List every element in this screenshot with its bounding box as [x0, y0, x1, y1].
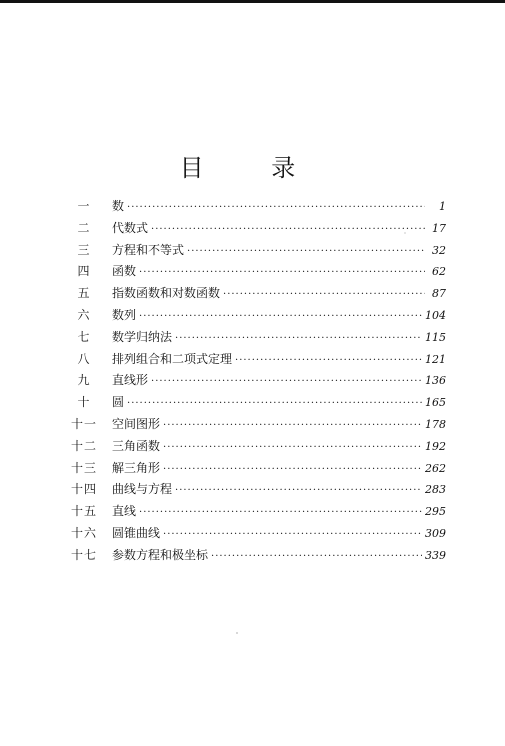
chapter-number: 三 — [77, 242, 91, 257]
dot-leader — [211, 545, 422, 567]
chapter-number: 四 — [77, 264, 91, 279]
dot-leader — [163, 458, 422, 480]
dot-leader — [175, 479, 422, 501]
page-number: 121 — [425, 352, 446, 366]
toc-entry[interactable] — [60, 240, 446, 262]
toc-entry[interactable] — [60, 545, 446, 567]
chapter-number: 八 — [77, 351, 91, 366]
page-number: 295 — [425, 505, 446, 519]
toc-entry[interactable] — [60, 305, 446, 327]
chapter-number: 一 — [77, 199, 91, 213]
page-number: 165 — [425, 396, 446, 410]
page-number: 87 — [432, 287, 446, 301]
toc-entry[interactable] — [60, 196, 446, 218]
toc-entry[interactable] — [60, 436, 446, 458]
toc-entry[interactable] — [60, 218, 446, 240]
chapter-title[interactable]: 参数方程和极坐标 — [112, 547, 209, 562]
chapter-number: 五 — [77, 286, 91, 301]
toc-entry[interactable] — [60, 370, 446, 392]
dot-leader — [175, 327, 422, 349]
toc-entry[interactable] — [60, 523, 446, 545]
chapter-number: 十五 — [70, 504, 97, 519]
chapter-number: 九 — [77, 373, 91, 388]
chapter-title[interactable]: 数学归纳法 — [112, 329, 173, 344]
dot-leader — [127, 392, 422, 414]
chapter-title[interactable]: 空间图形 — [112, 416, 161, 431]
chapter-number: 十六 — [70, 525, 97, 540]
page-number: 62 — [432, 265, 446, 279]
toc-entry[interactable] — [60, 501, 446, 523]
chapter-title[interactable]: 曲线与方程 — [112, 482, 173, 497]
chapter-title[interactable]: 函数 — [112, 264, 137, 279]
toc-entry[interactable] — [60, 479, 446, 501]
chapter-title[interactable]: 圆锥曲线 — [112, 525, 161, 540]
chapter-number: 七 — [77, 329, 91, 344]
toc-entry[interactable] — [60, 458, 446, 480]
chapter-number: 十三 — [70, 460, 97, 475]
toc-entry[interactable] — [60, 349, 446, 371]
chapter-number: 十七 — [70, 547, 97, 562]
dot-leader — [235, 349, 422, 371]
page-number: 115 — [425, 330, 446, 344]
dot-leader — [127, 196, 425, 218]
table-of-contents — [60, 196, 446, 567]
chapter-title[interactable]: 代数式 — [112, 220, 149, 235]
chapter-title[interactable]: 圆 — [112, 395, 125, 410]
page-number: 17 — [432, 221, 446, 235]
toc-entry[interactable] — [60, 392, 446, 414]
chapter-number: 十四 — [70, 482, 97, 497]
dot-leader — [163, 414, 422, 436]
dot-leader — [163, 436, 422, 458]
chapter-number: 十二 — [70, 438, 97, 453]
page-number: 104 — [425, 308, 446, 322]
chapter-title[interactable]: 解三角形 — [112, 460, 161, 475]
chapter-number: 六 — [77, 307, 91, 322]
toc-entry[interactable] — [60, 283, 446, 305]
chapter-title[interactable]: 数 — [112, 199, 125, 213]
page-title: 目 录 — [179, 154, 326, 182]
dot-leader — [139, 305, 422, 327]
scan-speck — [236, 632, 238, 634]
chapter-title[interactable]: 方程和不等式 — [112, 242, 185, 257]
toc-entry[interactable] — [60, 414, 446, 436]
chapter-title[interactable]: 三角函数 — [112, 438, 161, 453]
scan-speck — [404, 232, 406, 234]
page-number: 192 — [425, 439, 446, 453]
dot-leader — [151, 370, 422, 392]
dot-leader — [151, 218, 425, 240]
page-number: 283 — [425, 483, 446, 497]
page-number: 309 — [425, 526, 446, 540]
dot-leader — [139, 261, 425, 283]
page-number: 1 — [439, 200, 446, 213]
chapter-number: 十 — [77, 395, 91, 410]
page-number: 136 — [425, 374, 446, 388]
page-number: 339 — [425, 548, 446, 562]
chapter-number: 十一 — [70, 416, 97, 431]
page-number: 262 — [425, 461, 446, 475]
toc-entry[interactable] — [60, 327, 446, 349]
chapter-title[interactable]: 数列 — [112, 307, 137, 322]
page-number: 32 — [432, 243, 446, 257]
dot-leader — [139, 501, 422, 523]
chapter-number: 二 — [77, 220, 91, 235]
dot-leader — [223, 283, 425, 305]
dot-leader — [187, 240, 425, 262]
dot-leader — [163, 523, 422, 545]
chapter-title[interactable]: 直线 — [112, 504, 137, 519]
chapter-title[interactable]: 指数函数和对数函数 — [112, 286, 221, 301]
page-number: 178 — [425, 417, 446, 431]
chapter-title[interactable]: 直线形 — [112, 373, 149, 388]
top-border-rule — [0, 0, 505, 3]
toc-entry[interactable] — [60, 261, 446, 283]
chapter-title[interactable]: 排列组合和二项式定理 — [112, 351, 233, 366]
